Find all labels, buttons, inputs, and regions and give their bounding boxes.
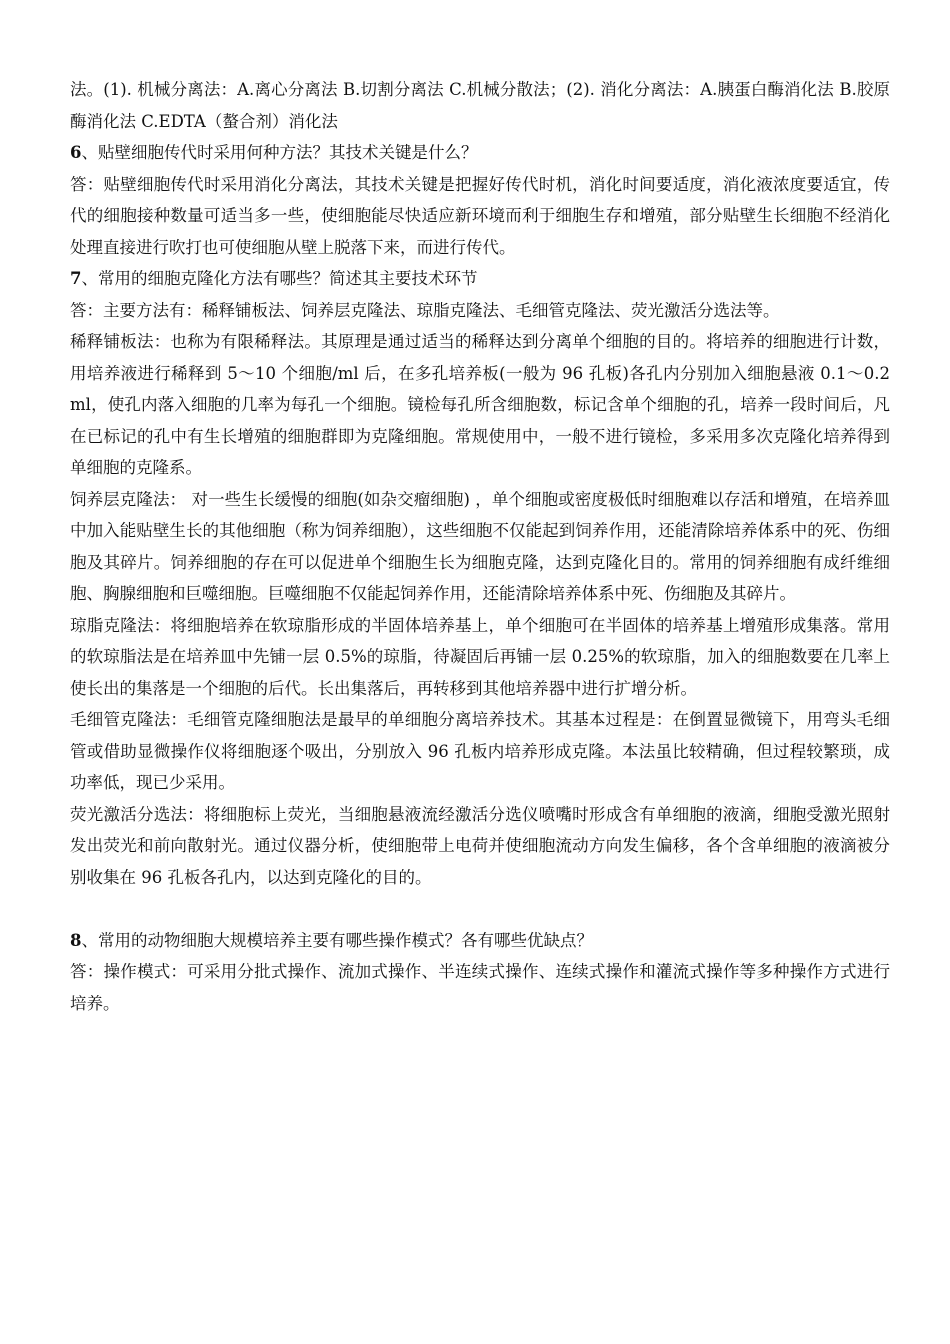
answer-6: 答：贴壁细胞传代时采用消化分离法，其技术关键是把握好传代时机，消化时间要适度，消化液浓度要适宜，传代的细胞接种数量可适当多一些，使细胞能尽快适应新环境而利于细胞生存和增殖，部分贴壁生长细胞不经消化处理直接进行吹打也可使细胞从壁上脱落下来，而进行传代。 xyxy=(70,174,890,257)
question-number: 8 xyxy=(70,930,82,950)
answer-7-summary: 答：主要方法有：稀释铺板法、饲养层克隆法、琼脂克隆法、毛细管克隆法、荧光激活分选法等。 xyxy=(70,300,780,320)
question-number: 6 xyxy=(70,143,82,162)
question-text: 、贴壁细胞传代时采用何种方法？其技术关键是什么？ xyxy=(81,143,478,162)
question-8 xyxy=(70,925,890,957)
paragraph-gap xyxy=(70,893,890,925)
answer-7-capillary-cloning: 毛细管克隆法：毛细管克隆细胞法是最早的单细胞分离培养技术。其基本过程是：在倒置显微镜下，用弯头毛细管或借助显微操作仪将细胞逐个吸出，分别放入 96 孔板内培养形成克隆。本法虽比较精确，但过程较繁琐，成功率低，现已少采用。 xyxy=(70,710,890,792)
question-number: 7 xyxy=(70,269,82,288)
answer-7-agar-cloning: 琼脂克隆法：将细胞培养在软琼脂形成的半固体培养基上，单个细胞可在半固体的培养基上增殖形成集落。常用的软琼脂法是在培养皿中先铺一层 0.5%的琼脂，待凝固后再铺一层 0.25%的软琼脂，加入的细胞数要在几率上使长出的集落是一个细胞的后代。长出集落后，再转移到其他培养器中进行扩增分析。 xyxy=(70,615,890,698)
question-7 xyxy=(70,263,890,295)
answer-8: 答：操作模式：可采用分批式操作、流加式操作、半连续式操作、连续式操作和灌流式操作等多种操作方式进行培养。 xyxy=(70,962,890,1013)
answer-7-dilution-plating: 稀释铺板法：也称为有限稀释法。其原理是通过适当的稀释达到分离单个细胞的目的。将培养的细胞进行计数，用培养液进行稀释到 5～10 个细胞/ml 后，在多孔培养板(一般为 96 孔板)各孔内分别加入细胞悬液 0.1～0.2 ml，使孔内落入细胞的几率为每孔一个细胞。镜检每孔所含细胞数，标记含单个细胞的孔，培养一段时间后，凡在已标记的孔中有生长增殖的细胞群即为克隆细胞。常规使用中，一般不进行镜检，多采用多次克隆化培养得到单细胞的克隆系。 xyxy=(70,332,890,477)
question-6 xyxy=(70,137,890,169)
question-text: 、常用的动物细胞大规模培养主要有哪些操作模式？各有哪些优缺点？ xyxy=(81,930,593,950)
paragraph-separation-methods: 法。(1). 机械分离法：A.离心分离法 B.切割分离法 C.机械分散法；(2). 消化分离法：A.胰蛋白酶消化法 B.胶原酶消化法 C.EDTA（螯合剂）消化法 xyxy=(70,80,890,131)
answer-7-facs: 荧光激活分选法：将细胞标上荧光，当细胞悬液流经激活分选仪喷嘴时形成含有单细胞的液滴，细胞受激光照射发出荧光和前向散射光。通过仪器分析，使细胞带上电荷并使细胞流动方向发生偏移，各个含单细胞的液滴被分别收集在 96 孔板各孔内，以达到克隆化的目的。 xyxy=(70,804,890,887)
question-text: 、常用的细胞克隆化方法有哪些？简述其主要技术环节 xyxy=(81,269,478,288)
answer-7-feeder-layer: 饲养层克隆法： 对一些生长缓慢的细胞(如杂交瘤细胞) ，单个细胞或密度极低时细胞难以存活和增殖，在培养皿中加入能贴壁生长的其他细胞（称为饲养细胞），这些细胞不仅能起到饲养作用，还能清除培养体系中的死、伤细胞及其碎片。饲养细胞的存在可以促进单个细胞生长为细胞克隆，达到克隆化目的。常用的饲养细胞有成纤维细胞、胸腺细胞和巨噬细胞。巨噬细胞不仅能起饲养作用，还能清除培养体系中死、伤细胞及其碎片。 xyxy=(70,489,890,603)
